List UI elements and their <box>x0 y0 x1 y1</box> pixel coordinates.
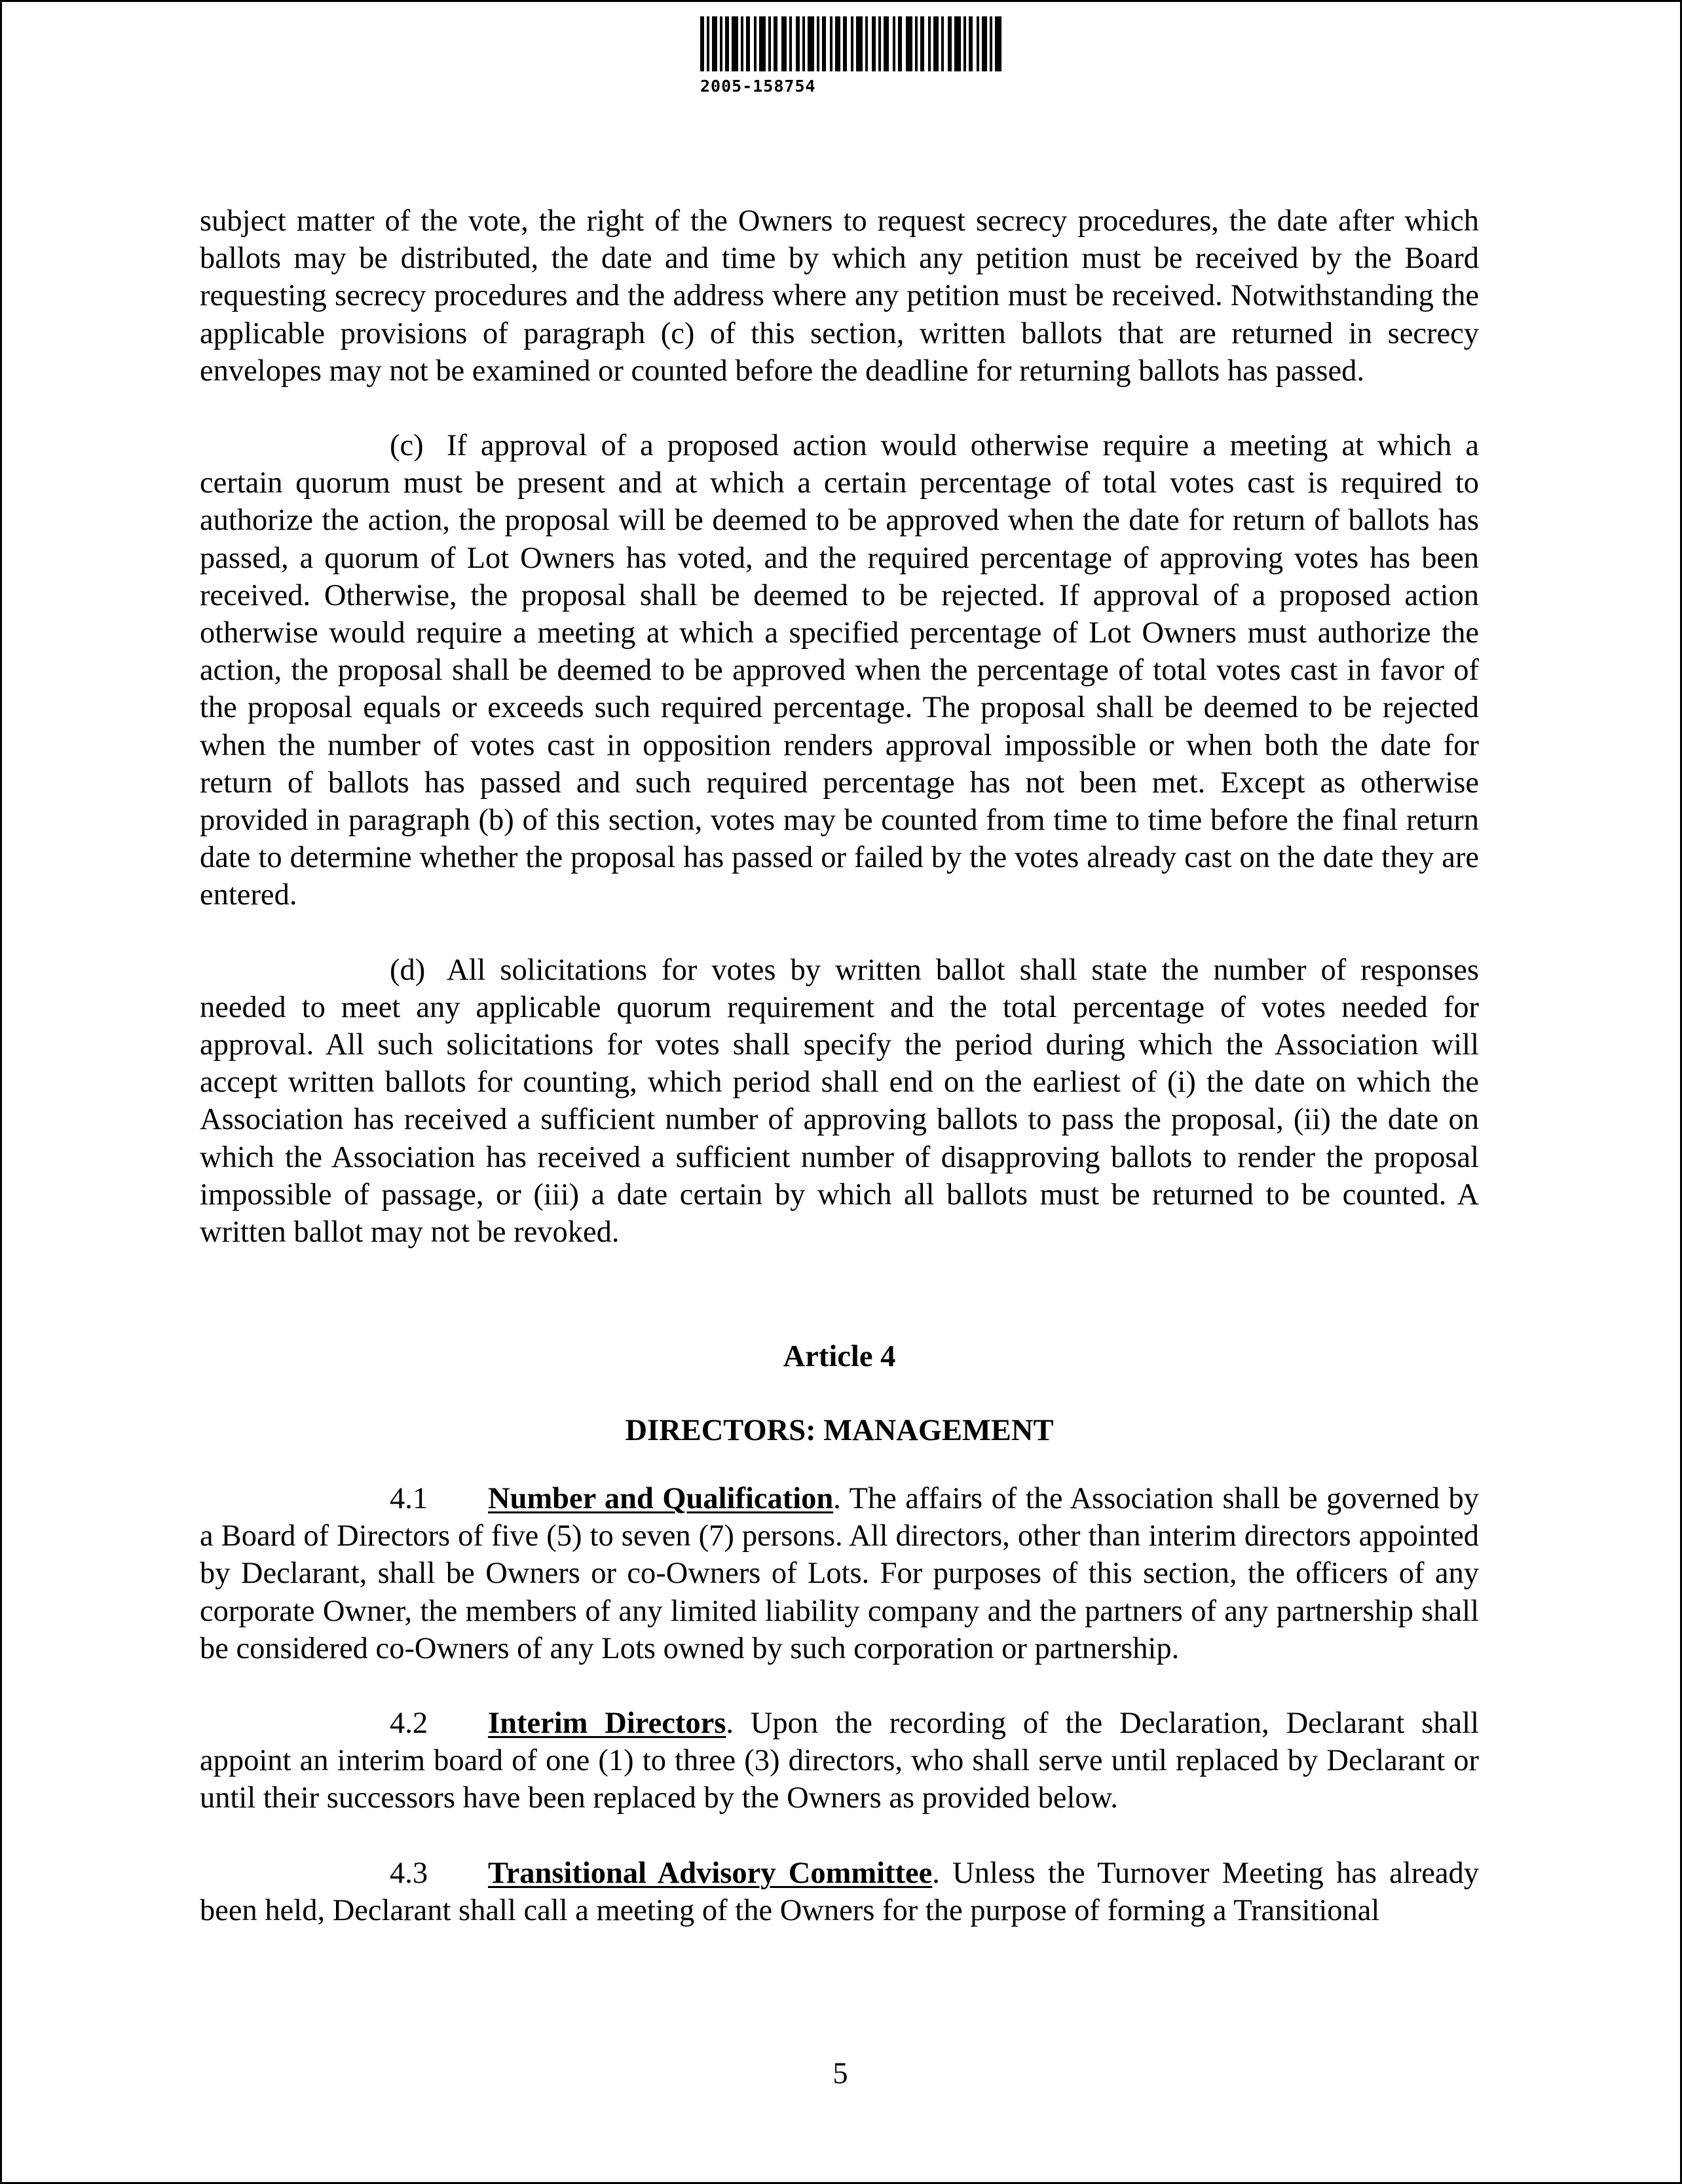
section-4-1-text: . The affairs of the Association shall be governed by a Board of Directors of five (5) to seven (7) persons. All directors, other than interim directors appointed by Declarant, shall be Owners or co-Owners of Lots. For purposes of this section, the officers of any corporate Owner, the members of any limited liability company and the partners of any partnership shall be considered co-Owners of any Lots owned by such corporation or partnership. <box>200 1482 1479 1665</box>
paragraph-c-text: If approval of a proposed action would otherwise require a meeting at which a certain quorum must be present and at which a certain percentage of total votes cast is required to authorize the action, the proposal will be deemed to be approved when the date for return of ballots has passed, a quorum of Lot Owners has voted, and the required percentage of approving votes has been received. Otherwise, the proposal shall be deemed to be rejected. If approval of a proposed action otherwise would require a meeting at which a specified percentage of Lot Owners must authorize the action, the proposal shall be deemed to be approved when the percentage of total votes cast in favor of the proposal equals or exceeds such required percentage. The proposal shall be deemed to be rejected when the number of votes cast in opposition renders approval impossible or when both the date for return of ballots has passed and such required percentage has not been met. Except as otherwise provided in paragraph (b) of this section, votes may be counted from time to time before the final return date to determine whether the proposal has passed or failed by the votes already cast on the date they are entered. <box>200 429 1479 912</box>
section-4-3 <box>200 1855 1479 1929</box>
section-4-2-text: . Upon the recording of the Declaration, Declarant shall appoint an interim board of one (1) to three (3) directors, who shall serve until replaced by Declarant or until their successors have been replaced by the Owners as provided below. <box>200 1707 1480 1815</box>
paragraph-d <box>200 952 1479 1251</box>
barcode <box>700 16 1001 96</box>
barcode-number: 2005-158754 <box>700 77 816 96</box>
section-4-1-title: Number and Qualification <box>488 1482 834 1515</box>
continuation-paragraph: subject matter of the vote, the right of the Owners to request secrecy procedures, the date after which ballots may be distributed, the date and time by which any petition must be received by the Board requesting secrecy procedures and the address where any petition must be received. Notwithstanding the applicable provisions of paragraph (c) of this section, written ballots that are returned in secrecy envelopes may not be examined or counted before the deadline for returning ballots has passed. <box>200 204 1479 388</box>
paragraph-d-label: (d) <box>390 953 426 987</box>
barcode-bars <box>700 16 1001 71</box>
section-4-2-number: 4.2 <box>390 1707 428 1741</box>
section-4-2 <box>200 1705 1479 1817</box>
body-text-top <box>200 202 1479 1251</box>
paragraph-c-label: (c) <box>390 429 424 463</box>
paragraph-c <box>200 427 1479 914</box>
section-4-3-text: . Unless the Turnover Meeting has already been held, Declarant shall call a meeting of the Owners for the purpose of forming a Transitional <box>200 1856 1479 1927</box>
page-number: 5 <box>832 2057 848 2090</box>
section-4-1 <box>200 1480 1479 1667</box>
section-4-3-title: Transitional Advisory Committee <box>488 1856 933 1890</box>
section-4-3-number: 4.3 <box>390 1856 428 1890</box>
section-4-1-number: 4.1 <box>390 1482 428 1515</box>
body-text-sections <box>200 1480 1479 1929</box>
article-heading: Article 4 <box>783 1340 896 1373</box>
paragraph-d-text: All solicitations for votes by written ballot shall state the number of responses needed to meet any applicable quorum requirement and the total percentage of votes needed for approval. All such solicitations for votes shall specify the period during which the Association will accept written ballots for counting, which period shall end on the earliest of (i) the date on which the Association has received a sufficient number of approving ballots to pass the proposal, (ii) the date on which the Association has received a sufficient number of disapproving ballots to render the proposal impossible of passage, or (iii) a date certain by which all ballots must be returned to be counted. A written ballot may not be revoked. <box>200 953 1479 1249</box>
article-title: DIRECTORS: MANAGEMENT <box>625 1414 1054 1447</box>
section-4-2-title: Interim Directors <box>488 1707 726 1741</box>
